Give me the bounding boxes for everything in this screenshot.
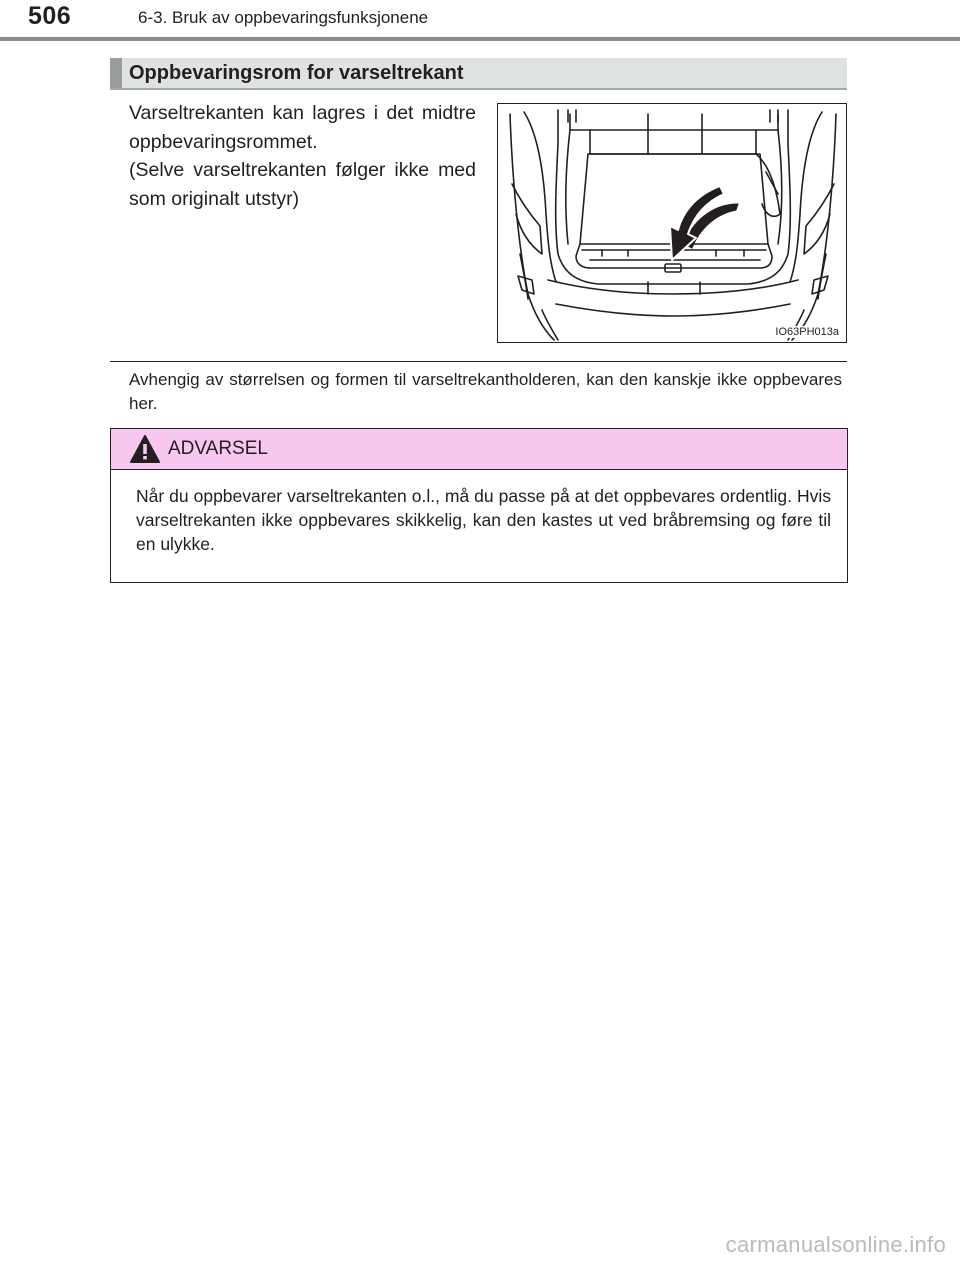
trunk-drawing	[498, 104, 847, 343]
note-text: Avhengig av størrelsen og formen til varseltrekantholderen, kan den kanskje ikke oppbevares her.	[129, 370, 842, 413]
intro-line: Varseltrekanten kan lagres i det midtre oppbevaringsrommet.	[129, 102, 476, 153]
chapter-title: 6-3. Bruk av oppbevaringsfunksjonene	[138, 8, 429, 27]
warning-box	[110, 428, 848, 583]
watermark: carmanualsonline.info	[725, 1232, 946, 1257]
warning-header	[111, 429, 847, 470]
warning-body: Når du oppbevarer varseltrekanten o.l., må du passe på at det oppbevares ordentlig. Hvis varseltrekanten ikke oppbevares skikkelig, kan den kastes ut ved bråbremsing og føre til en ulykke.	[136, 486, 831, 554]
section-heading	[110, 58, 847, 90]
warning-triangle-icon	[129, 434, 161, 469]
page-header	[0, 0, 960, 40]
header-rule	[0, 37, 960, 41]
section-title: Oppbevaringsrom for varseltrekant	[129, 62, 464, 84]
page-number: 506	[28, 2, 72, 30]
section-heading-bar	[110, 58, 122, 88]
trunk-illustration	[497, 103, 847, 343]
section-divider	[110, 361, 847, 362]
figure-code: IO63PH013a	[775, 326, 839, 338]
intro-text	[129, 99, 476, 213]
warning-title: ADVARSEL	[168, 438, 268, 459]
intro-note: (Selve varseltrekanten følger ikke med som originalt utstyr)	[129, 159, 476, 210]
